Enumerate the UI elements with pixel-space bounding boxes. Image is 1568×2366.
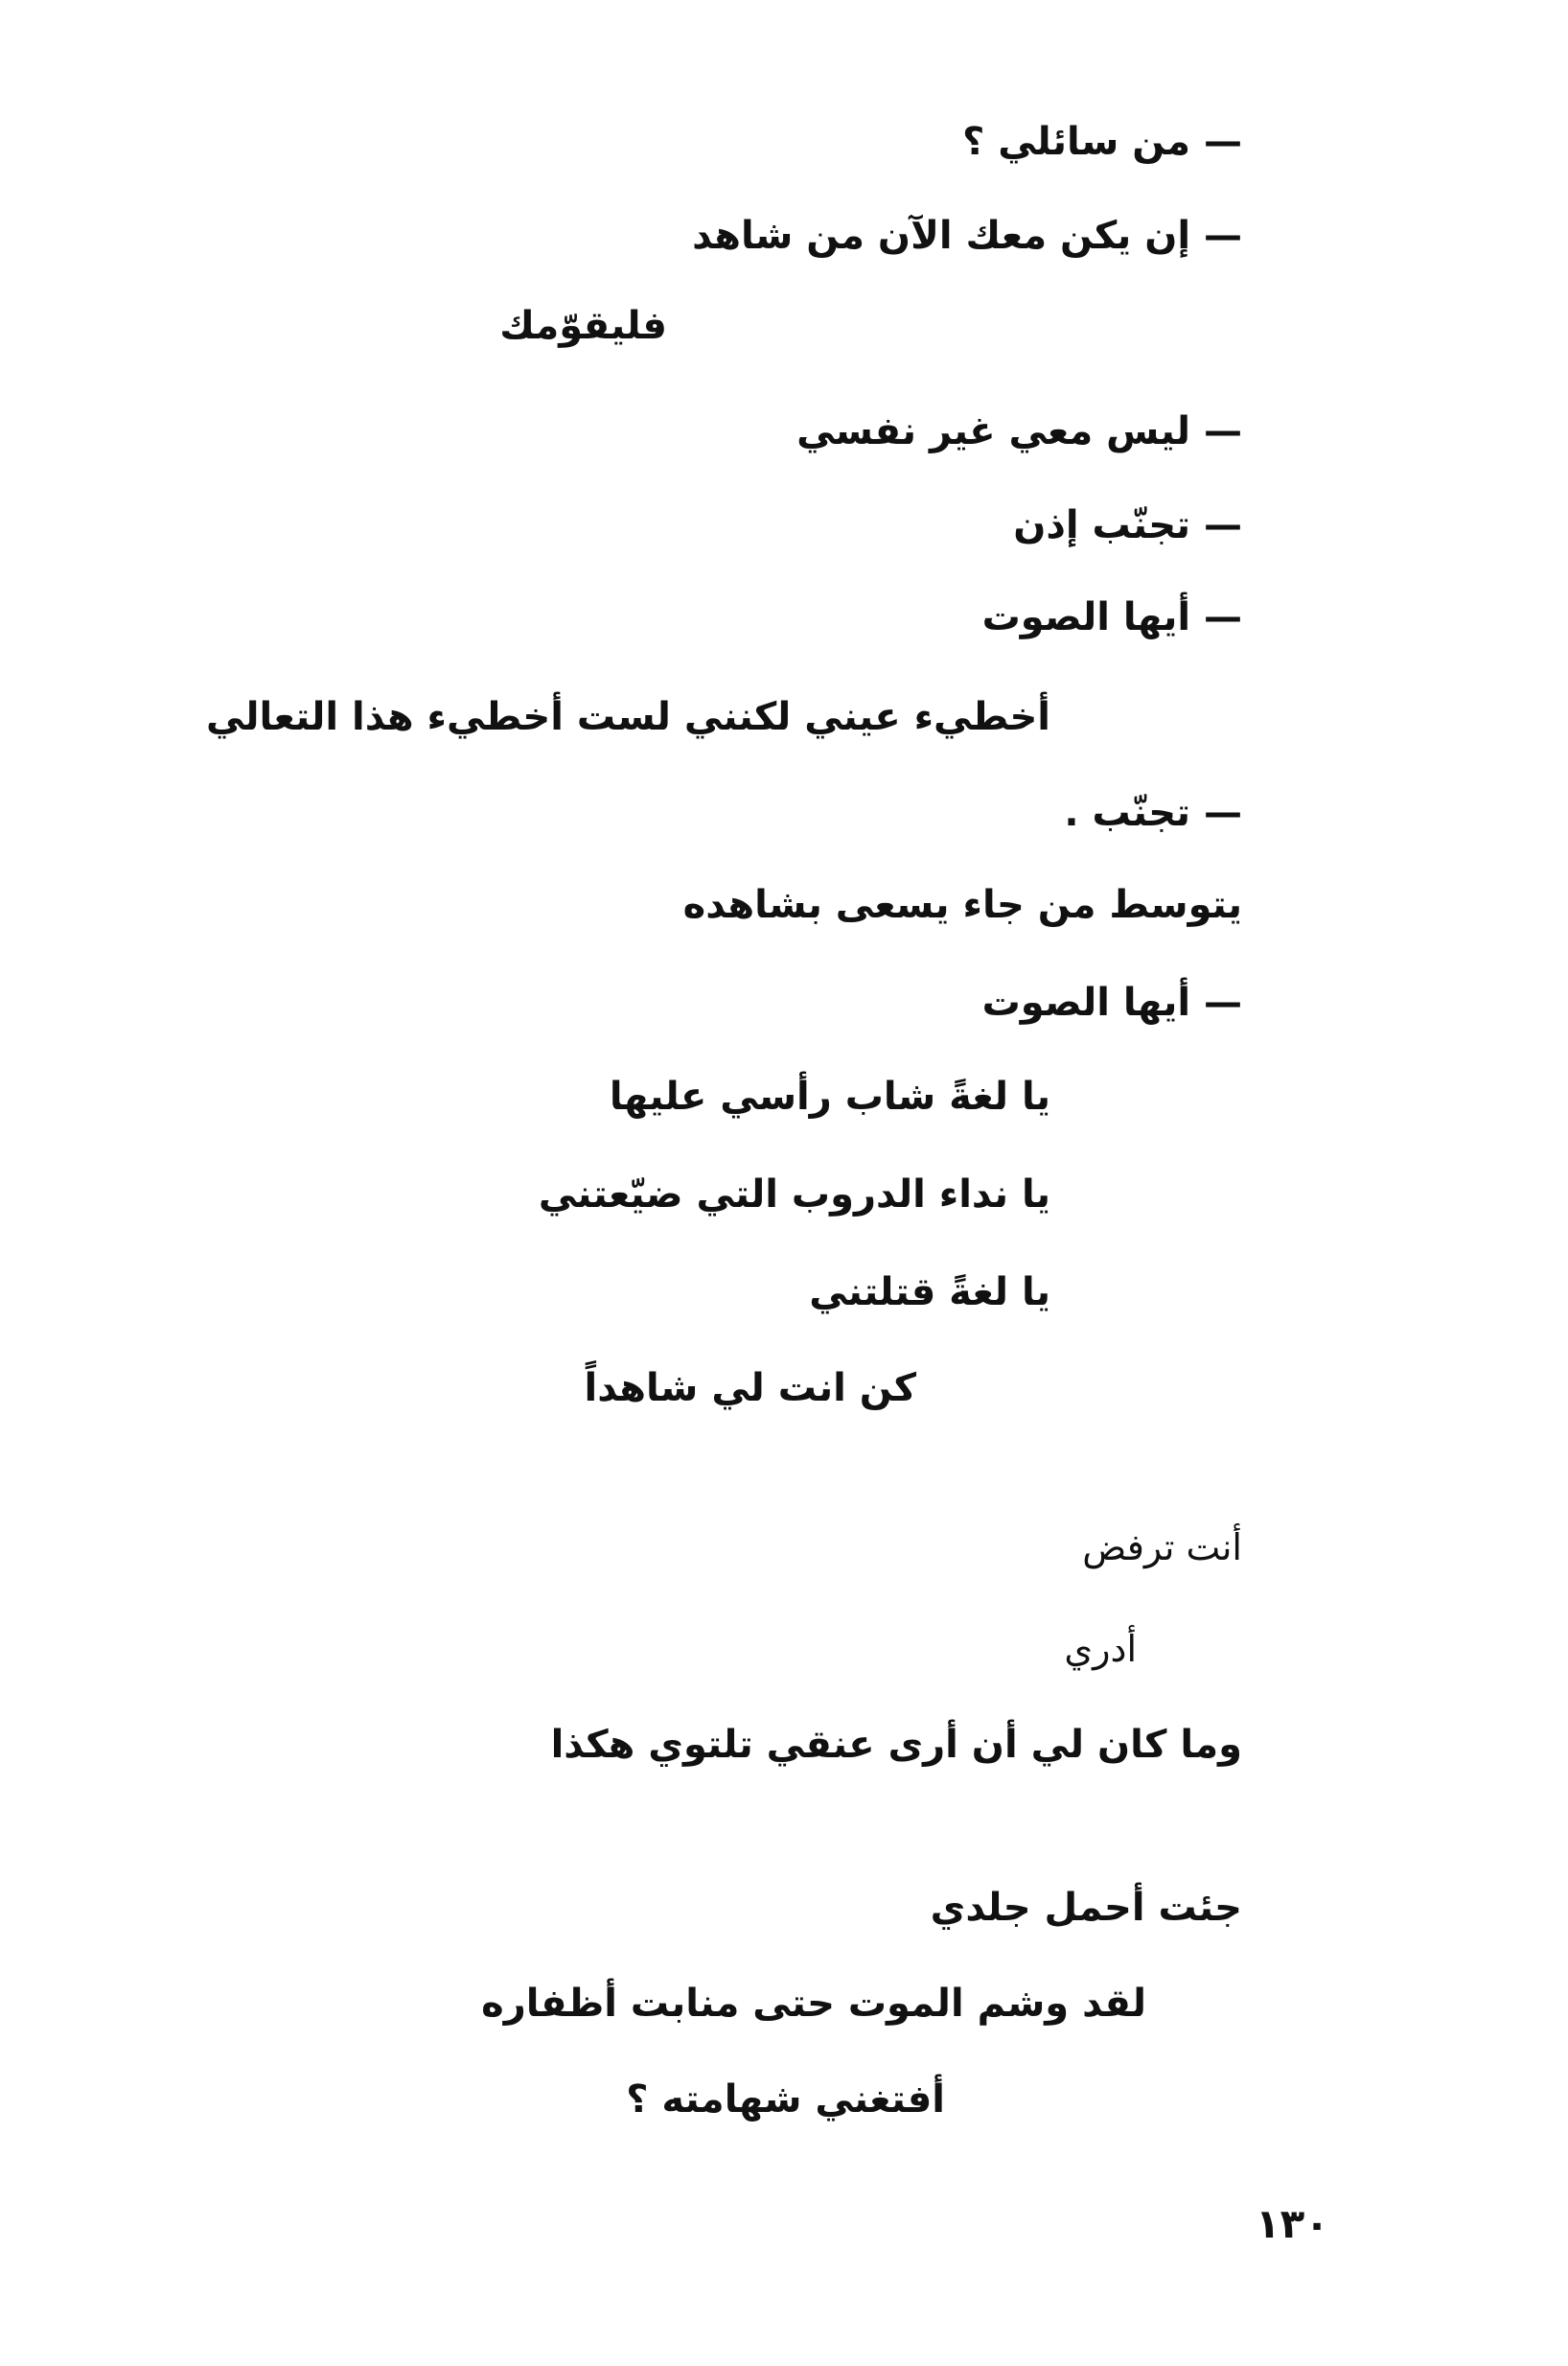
poem-line-12: يا نداء الدروب التي ضيّعتني <box>538 1172 1050 1217</box>
poem-line-5: — تجنّب إذن <box>1013 503 1242 547</box>
poem-line-19: لقد وشم الموت حتى منابت أظفاره <box>481 1982 1146 2026</box>
poem-line-6: — أيها الصوت <box>981 595 1242 639</box>
poem-line-4: — ليس معي غير نفسي <box>796 409 1242 453</box>
poem-line-10: — أيها الصوت <box>981 981 1242 1025</box>
poem-line-3: فليقوّمك <box>499 304 667 348</box>
page-number: ١٣٠ <box>1256 2200 1329 2247</box>
poem-line-11: يا لغةً شاب رأسي عليها <box>609 1075 1050 1119</box>
poem-line-20: أفتغني شهامته ؟ <box>626 2077 945 2122</box>
poem-line-13: يا لغةً قتلتني <box>809 1270 1050 1314</box>
poem-line-18: جئت أحمل جلدي <box>930 1886 1242 1930</box>
poem-line-7: أخطيء عيني لكنني لست أخطيء هذا التعالي <box>205 695 1050 739</box>
poem-line-17: وما كان لي أن أرى عنقي تلتوي هكذا <box>550 1723 1242 1767</box>
poem-line-15: أنت ترفض <box>1082 1526 1242 1568</box>
poem-line-2: — إن يكن معك الآن من شاهد <box>692 214 1242 258</box>
poem-line-1: — من سائلي ؟ <box>962 120 1242 164</box>
poem-line-9: يتوسط من جاء يسعى بشاهده <box>682 883 1242 927</box>
poem-line-14: كن انت لي شاهداً <box>584 1366 916 1410</box>
poem-line-16: أدري <box>1064 1628 1137 1670</box>
poem-line-8: — تجنّب . <box>1064 791 1242 835</box>
